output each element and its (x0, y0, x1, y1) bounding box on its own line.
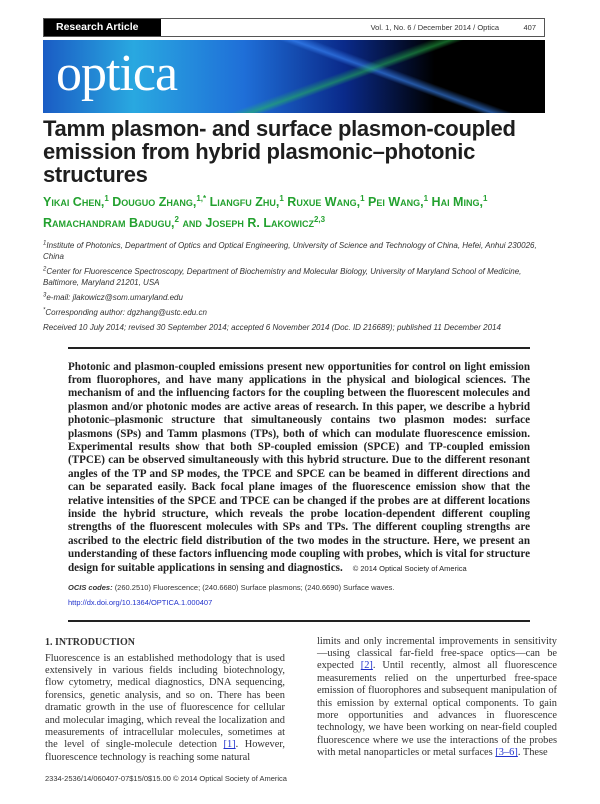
divider (68, 347, 530, 349)
article-type-label: Research Article (44, 19, 161, 36)
journal-banner (43, 40, 545, 113)
author: Ramachandram Badugu,$^2$ (43, 214, 179, 230)
volume-info: Vol. 1, No. 6 / December 2014 / Optica (370, 23, 499, 32)
journal-logo: optica (56, 45, 178, 102)
affiliations (43, 240, 555, 333)
copyright: © 2014 Optical Society of America (352, 563, 467, 573)
author: Pei Wang,$^1$ (368, 193, 429, 209)
received-dates: Received 10 July 2014; revised 30 September 2014; accepted 6 November 2014 (Doc. ID 216689); published 11 December 2014 (43, 323, 501, 332)
author: Douguo Zhang,$^{1,*}$ (112, 193, 207, 209)
author: Liangfu Zhu,$^1$ (209, 193, 284, 209)
page-footer: 2334-2536/14/060407-07$15/0$15.00 © 2014 Optical Society of America (45, 774, 287, 784)
affiliation: $^2$Center for Fluorescence Spectroscopy, Department of Biochemistry and Molecular Biology, University of Maryland School of Medicine, Baltimore, Maryland 21201, USA (43, 266, 522, 287)
divider (68, 620, 530, 622)
body-columns (45, 636, 557, 765)
section-heading: 1. INTRODUCTION (45, 636, 136, 648)
ocis-codes: OCIS codes: (260.2510) Fluorescence; (240.6680) Surface plasmons; (240.6690) Surface waves. (68, 583, 395, 592)
abstract (68, 361, 530, 576)
article-title: Tamm plasmon- and surface plasmon-coupled emission from hybrid plasmonic–photonic structures (43, 116, 516, 187)
corresponding-author: *Corresponding author: dgzhang@ustc.edu.cn (43, 307, 207, 317)
intro-right-column: limits and only incremental improvements in sensitivity—using classical far-field free-space optics—can be expected [2]. Until recently, almost all fluorescence measurements relied on the unperturbed free-space emission of fluorophores and subsequent manipulation of this emission by external optical components. To gain more opportunities and advances in fluorescence technology, we have been working on near-field coupled fluorescence where we use the interactions of the probes with metal nanoparticles or metal surfaces [3–6]. These (317, 635, 557, 759)
author: and Joseph R. Lakowicz$^{2,3}$ (182, 214, 326, 230)
journal-header-bar (43, 18, 545, 37)
author-list (43, 192, 573, 234)
intro-left-column: 1. INTRODUCTION Fluorescence is an established methodology that is used extensively in various fields including biotechnology, flow cytometry, medical diagnostics, DNA sequencing, forensics, genetic analysis, and so on. There has been dramatic growth in the use of fluorescence for cellular and molecular imaging, which reveal the localization and measurements of intracellular molecules, sometimes at the level of single-molecule detection [1]. However, fluorescence technology is reaching some natural (45, 636, 285, 763)
citation-link[interactable]: [1] (223, 739, 236, 751)
affiliation: $^1$Institute of Photonics, Department of Optics and Optical Engineering, University of Science and Technology of China, Hefei, Anhui 230026, China (43, 240, 537, 261)
citation-link[interactable]: [2] (360, 660, 373, 672)
citation-link[interactable]: [3–6] (495, 747, 518, 759)
doi-link[interactable]: http://dx.doi.org/10.1364/OPTICA.1.000407 (68, 598, 213, 607)
author: Ruxue Wang,$^1$ (287, 193, 365, 209)
author: Yikai Chen,$^1$ (43, 193, 109, 209)
author: Hai Ming,$^1$ (431, 193, 488, 209)
author-email: $^3$e-mail: jlakowicz@som.umaryland.edu (43, 292, 183, 302)
page-number: 407 (523, 23, 536, 32)
abstract-text: Photonic and plasmon-coupled emissions present new opportunities for control on light emission from fluorophores, and have many applications in the physical and biological sciences. The mechanism of and the influencing factors for the coupling between the fluorescent molecules and plasmon and/or photonic modes are active areas of research. In this paper, we describe a hybrid photonic–plasmonic structure that simultaneously contains two plasmon modes: surface plasmons (SPs) and Tamm plasmons (TPs), both of which can modulate fluorescence emission. Experimental results show that both SP-coupled emission (SPCE) and TP-coupled emission (TPCE) can be observed simultaneously with this hybrid structure. Due to the different resonant angles of the TP and SP modes, the TPCE and SPCE can be beamed in different directions and can be separated easily. Back focal plane images of the fluorescence emission show that the relative intensities of the SPCE and TPCE can be changed if the probes are at different locations inside the hybrid structure, which reveals the probe location-dependent different coupling strengths of the fluorescent molecules with SPs and TPs. The different coupling strengths are ascribed to the electric field distribution of the two modes in the structure. Here, we present an understanding of these factors influencing mode coupling with probes, which is vital for structure design for suitable applications in sensing and diagnostics. (68, 360, 530, 574)
